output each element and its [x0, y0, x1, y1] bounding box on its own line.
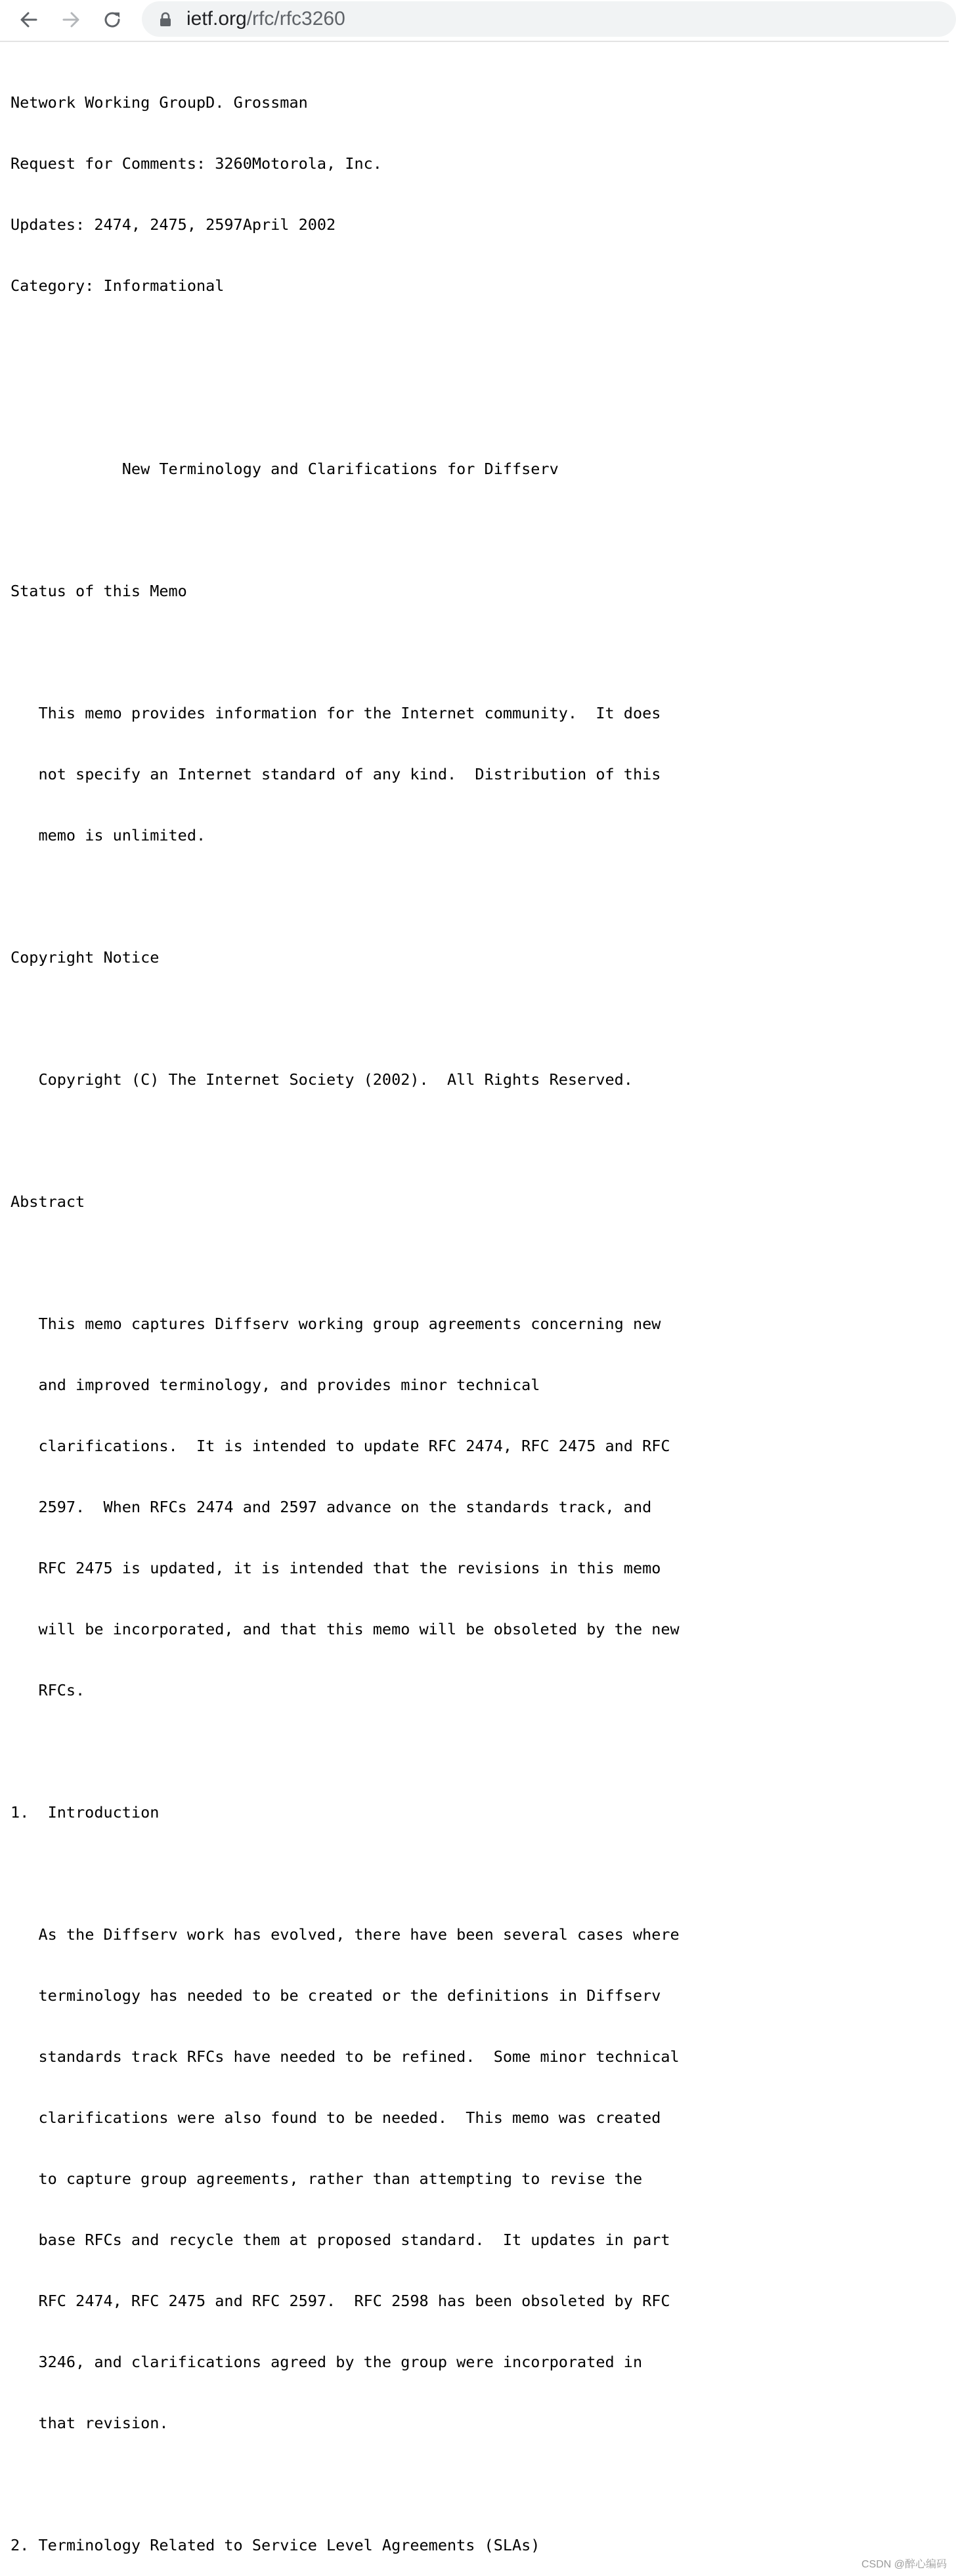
- introduction-text: clarifications were also found to be needed. This memo was created: [38, 2108, 661, 2127]
- url-text[interactable]: [186, 7, 345, 31]
- abstract-text: and improved terminology, and provides minor technical: [38, 1376, 540, 1394]
- back-icon: [19, 10, 39, 30]
- introduction-text: 3246, and clarifications agreed by the group were incorporated in: [38, 2353, 643, 2371]
- abstract-heading: Abstract: [11, 1192, 85, 1211]
- browser-toolbar: [0, 0, 949, 42]
- copyright-heading: Copyright Notice: [11, 948, 160, 967]
- introduction-text: terminology has needed to be created or the definitions in Diffserv: [38, 1986, 661, 2005]
- blank-line: [11, 398, 686, 418]
- introduction-text: that revision.: [38, 2414, 169, 2432]
- header-updates: Updates: 2474, 2475, 2597: [11, 215, 243, 234]
- introduction-text: to capture group agreements, rather than attempting to revise the: [38, 2170, 643, 2188]
- introduction-heading: 1. Introduction: [11, 1803, 160, 1822]
- document-title-line: [11, 459, 686, 479]
- copyright-text: Copyright (C) The Internet Society (2002). All Rights Reserved.: [38, 1070, 633, 1089]
- introduction-text: RFC 2474, RFC 2475 and RFC 2597. RFC 2598 has been obsoleted by RFC: [38, 2292, 670, 2310]
- document-title: New Terminology and Clarifications for Diffserv: [121, 460, 559, 478]
- status-line: [11, 825, 686, 846]
- introduction-text: standards track RFCs have needed to be refined. Some minor technical: [38, 2047, 680, 2066]
- abstract-line: [11, 1497, 686, 1517]
- url-path: /rfc/rfc3260: [246, 8, 345, 30]
- blank-line: [11, 1009, 686, 1029]
- reload-icon: [103, 10, 123, 30]
- lock-icon: [159, 12, 172, 26]
- introduction-line: [11, 1925, 686, 1945]
- header-organization: Motorola, Inc.: [251, 154, 382, 173]
- abstract-line: [11, 1375, 686, 1395]
- introduction-line: [11, 2108, 686, 2128]
- abstract-text: clarifications. It is intended to update RFC 2474, RFC 2475 and RFC: [38, 1437, 670, 1455]
- forward-icon: [61, 10, 81, 30]
- forward-button[interactable]: [58, 7, 84, 33]
- abstract-line: [11, 1436, 686, 1456]
- abstract-line: [11, 1619, 686, 1640]
- abstract-line: [11, 1314, 686, 1334]
- header-category: Category: Informational: [11, 276, 225, 295]
- introduction-line: [11, 2169, 686, 2189]
- header-rfc-number: Request for Comments: 3260: [11, 154, 252, 173]
- status-text: memo is unlimited.: [38, 826, 206, 844]
- introduction-line: [11, 2230, 686, 2250]
- copyright-line: [11, 1070, 686, 1090]
- blank-line: [11, 1253, 686, 1273]
- introduction-text: As the Diffserv work has evolved, there have been several cases where: [38, 1925, 680, 1944]
- reload-button[interactable]: [100, 7, 126, 33]
- blank-line: [11, 886, 686, 907]
- watermark: CSDN @醉心编码: [861, 2559, 947, 2570]
- header-row-4: [11, 276, 686, 296]
- blank-line: [11, 337, 686, 357]
- status-line: [11, 703, 686, 724]
- blank-line: [11, 642, 686, 663]
- introduction-line: [11, 2352, 686, 2372]
- blank-line: [11, 520, 686, 540]
- introduction-line: [11, 2047, 686, 2067]
- header-row-3: [11, 215, 686, 235]
- section-2-heading: 2. Terminology Related to Service Level Agreements (SLAs): [11, 2536, 540, 2554]
- introduction-line: [11, 2413, 686, 2434]
- rfc-document: [11, 52, 686, 2576]
- blank-line: [11, 1741, 686, 1762]
- blank-line: [11, 1131, 686, 1151]
- back-button[interactable]: [16, 7, 42, 33]
- abstract-line: [11, 1558, 686, 1579]
- abstract-line: [11, 1680, 686, 1701]
- header-row-2: [11, 154, 686, 174]
- status-heading: Status of this Memo: [11, 582, 187, 600]
- header-row-1: [11, 93, 686, 113]
- blank-line: [11, 2474, 686, 2495]
- header-author: D. Grossman: [206, 93, 308, 112]
- header-working-group: Network Working Group: [11, 93, 206, 112]
- blank-line: [11, 1864, 686, 1884]
- introduction-text: base RFCs and recycle them at proposed standard. It updates in part: [38, 2231, 670, 2249]
- abstract-text: RFC 2475 is updated, it is intended that the revisions in this memo: [38, 1559, 661, 1577]
- abstract-text: This memo captures Diffserv working group agreements concerning new: [38, 1315, 661, 1333]
- status-text: not specify an Internet standard of any kind. Distribution of this: [38, 765, 661, 783]
- abstract-text: RFCs.: [38, 1681, 85, 1699]
- introduction-line: [11, 1986, 686, 2006]
- url-host: ietf.org: [186, 8, 247, 30]
- introduction-line: [11, 2291, 686, 2311]
- abstract-text: 2597. When RFCs 2474 and 2597 advance on the standards track, and: [38, 1498, 652, 1516]
- header-date: April 2002: [242, 215, 336, 234]
- status-line: [11, 764, 686, 785]
- status-text: This memo provides information for the Internet community. It does: [38, 704, 661, 722]
- address-bar[interactable]: [142, 1, 956, 37]
- abstract-text: will be incorporated, and that this memo will be obsoleted by the new: [38, 1620, 680, 1638]
